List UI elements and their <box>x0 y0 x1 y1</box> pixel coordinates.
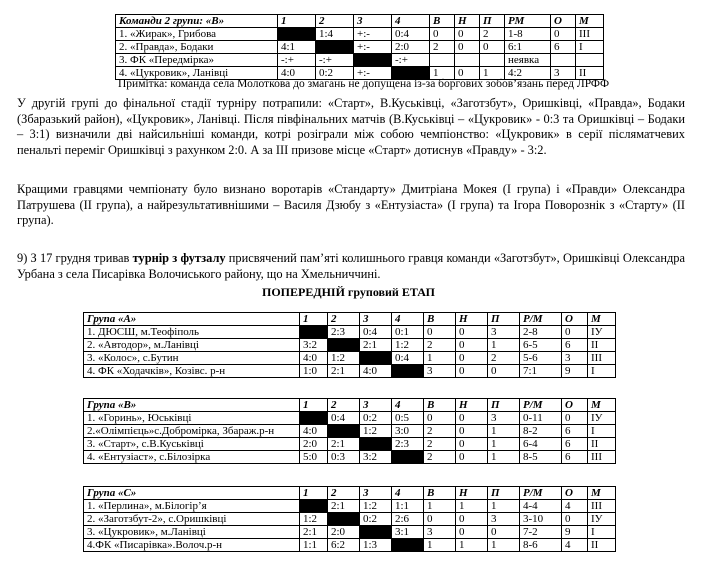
score-cell: ІУ <box>588 513 616 526</box>
paragraph-second-group <box>17 96 685 158</box>
self-match-cell <box>316 41 354 54</box>
header-cell: О <box>562 399 588 412</box>
score-cell: 0 <box>456 451 488 464</box>
score-cell: 3 <box>488 326 520 339</box>
stage-title: ПОПЕРЕДНІЙ груповий ЕТАП <box>262 285 435 299</box>
score-cell: 2-8 <box>520 326 562 339</box>
score-cell: 3 <box>551 67 576 80</box>
score-cell: 1 <box>488 339 520 352</box>
score-cell: 0 <box>488 526 520 539</box>
score-cell: 2:0 <box>328 526 360 539</box>
table-row <box>84 326 616 339</box>
header-cell: О <box>562 487 588 500</box>
self-match-cell <box>278 28 316 41</box>
score-cell: 6-5 <box>520 339 562 352</box>
team-cell: 1. «Горинь», Юськівці <box>84 412 300 425</box>
table-row <box>84 339 616 352</box>
self-match-cell <box>328 425 360 438</box>
score-cell: 4:0 <box>360 365 392 378</box>
score-cell: 2 <box>424 425 456 438</box>
score-cell: 1 <box>424 352 456 365</box>
team-cell: 3. «Колос», с.Бутин <box>84 352 300 365</box>
score-cell: 3-10 <box>520 513 562 526</box>
score-cell: 6:1 <box>505 41 551 54</box>
table-header-row <box>84 487 616 500</box>
header-cell: 4 <box>392 15 430 28</box>
score-cell: 0 <box>430 28 455 41</box>
score-cell: 6:2 <box>328 539 360 552</box>
score-cell: 7:1 <box>520 365 562 378</box>
score-cell: 0 <box>562 513 588 526</box>
score-cell: 1 <box>488 438 520 451</box>
header-cell: М <box>588 487 616 500</box>
header-cell: 2 <box>328 399 360 412</box>
score-cell: 0 <box>455 67 480 80</box>
header-cell: Р/М <box>520 399 562 412</box>
score-cell: 4 <box>562 500 588 513</box>
score-cell: 0 <box>551 28 576 41</box>
header-cell: Група «С» <box>84 487 300 500</box>
para-bold: турнір з футзалу <box>132 251 226 265</box>
header-cell: П <box>488 399 520 412</box>
score-cell <box>430 54 455 67</box>
score-cell: 1:3 <box>360 539 392 552</box>
score-cell: ІІ <box>588 339 616 352</box>
score-cell: 8-6 <box>520 539 562 552</box>
header-cell: Р/М <box>520 487 562 500</box>
table-row <box>84 412 616 425</box>
score-cell: 6 <box>562 425 588 438</box>
score-cell: 2:1 <box>328 438 360 451</box>
score-cell: 6 <box>562 438 588 451</box>
score-cell: 2:3 <box>392 438 424 451</box>
para-rest: присвячений пам’яті колишнього гравця команди «Заготзбут», Оришківці Олександра Урбана з села Писарівка Волочиського району, що на Хмельниччині. <box>17 251 685 281</box>
score-cell: 2 <box>424 451 456 464</box>
header-cell: П <box>488 313 520 326</box>
score-cell: 2 <box>430 41 455 54</box>
header-cell: 3 <box>354 15 392 28</box>
score-cell: 4:2 <box>505 67 551 80</box>
score-cell: 2 <box>424 438 456 451</box>
table-header-row <box>116 15 604 28</box>
score-cell: 4:0 <box>300 425 328 438</box>
score-cell: 4:1 <box>278 41 316 54</box>
score-cell: ІІ <box>588 539 616 552</box>
self-match-cell <box>360 352 392 365</box>
score-cell: 3 <box>488 513 520 526</box>
score-cell: 2 <box>488 352 520 365</box>
header-cell: Р/М <box>520 313 562 326</box>
header-cell: П <box>488 487 520 500</box>
header-cell: Н <box>456 399 488 412</box>
score-cell: 5-6 <box>520 352 562 365</box>
table-row <box>116 41 604 54</box>
team-cell: 3. ФК «Передмірка» <box>116 54 278 67</box>
score-cell: 1:1 <box>392 500 424 513</box>
score-cell: ІУ <box>588 412 616 425</box>
score-cell <box>576 54 604 67</box>
score-cell: 1:2 <box>360 425 392 438</box>
header-cell: 2 <box>328 487 360 500</box>
score-cell: ІІІ <box>576 28 604 41</box>
score-cell: +:- <box>354 67 392 80</box>
score-cell: 4-4 <box>520 500 562 513</box>
header-cell: М <box>576 15 604 28</box>
score-cell: 3 <box>488 412 520 425</box>
header-cell: П <box>480 15 505 28</box>
paragraph-text: У другій групі до фінальної стадії турніру потрапили: «Старт», В.Куськівці, «Заготзбут», Оришківці, «Правда», Бодаки (Збаразький район), «Цукровик», Ланівці. Після півфінальних матчів (В.Куськівці – «Цукровик» - 0:3 та Оришківці – Бодаки – 3:1) визначили дві найсильніші команди, котрі розіграли між собою чемпіонство: «Цукровик» в серії післяматчевих пенальті переміг Оришківці з рахунком 2:0. А за ІІІ призове місце «Старт» дотиснув «Правду» - 3:2. <box>17 96 685 157</box>
score-cell: 1:0 <box>300 365 328 378</box>
score-cell: 8-2 <box>520 425 562 438</box>
group-a-table <box>83 312 616 378</box>
team-cell: 2. «Заготзбут-2», с.Оришківці <box>84 513 300 526</box>
score-cell <box>480 54 505 67</box>
score-cell: 0 <box>456 526 488 539</box>
table-header-row <box>84 399 616 412</box>
self-match-cell <box>328 513 360 526</box>
header-cell: 3 <box>360 399 392 412</box>
score-cell: 3:2 <box>300 339 328 352</box>
header-cell: Команди 2 групи: «В» <box>116 15 278 28</box>
score-cell: 1:2 <box>360 500 392 513</box>
table-row <box>84 438 616 451</box>
score-cell: 4:0 <box>278 67 316 80</box>
self-match-cell <box>300 500 328 513</box>
self-match-cell <box>392 451 424 464</box>
header-cell: В <box>430 15 455 28</box>
group-b-table <box>83 398 616 464</box>
table-row <box>84 451 616 464</box>
header-cell: М <box>588 313 616 326</box>
self-match-cell <box>300 412 328 425</box>
header-cell: В <box>424 313 456 326</box>
score-cell: 8-5 <box>520 451 562 464</box>
paragraph-text <box>17 251 685 282</box>
score-cell: 2:1 <box>360 339 392 352</box>
header-cell: Н <box>456 313 488 326</box>
score-cell: 0 <box>456 339 488 352</box>
score-cell: ІІ <box>588 438 616 451</box>
team-cell: 4. «Цукровик», Ланівці <box>116 67 278 80</box>
score-cell: 1:2 <box>392 339 424 352</box>
self-match-cell <box>360 526 392 539</box>
score-cell: 0:1 <box>392 326 424 339</box>
table-row <box>116 28 604 41</box>
header-cell: Група «В» <box>84 399 300 412</box>
score-cell: І <box>588 365 616 378</box>
team-cell: 1. «Перлина», м.Білогір’я <box>84 500 300 513</box>
team-cell: 4.ФК «Писарівка».Волоч.р-н <box>84 539 300 552</box>
score-cell: 2:0 <box>392 41 430 54</box>
score-cell: ІІІ <box>588 451 616 464</box>
table-row <box>116 54 604 67</box>
score-cell: 1:2 <box>300 513 328 526</box>
paragraph-futsal-tournament <box>17 251 685 282</box>
score-cell: 0 <box>456 412 488 425</box>
score-cell: 0 <box>456 438 488 451</box>
header-cell: Н <box>455 15 480 28</box>
score-cell: ІІ <box>576 67 604 80</box>
header-cell: О <box>551 15 576 28</box>
group-b-results-table <box>115 14 604 80</box>
score-cell: 9 <box>562 526 588 539</box>
score-cell: 0 <box>455 28 480 41</box>
score-cell: 0 <box>424 412 456 425</box>
header-cell: 2 <box>328 313 360 326</box>
score-cell: +:- <box>354 28 392 41</box>
header-cell: 4 <box>392 487 424 500</box>
table-row <box>84 365 616 378</box>
score-cell: 0 <box>456 352 488 365</box>
score-cell: 0 <box>456 326 488 339</box>
table-row <box>84 425 616 438</box>
table-row <box>84 500 616 513</box>
score-cell: 0:2 <box>360 412 392 425</box>
score-cell: 1 <box>488 451 520 464</box>
header-cell: 1 <box>300 313 328 326</box>
score-cell: 1:4 <box>316 28 354 41</box>
score-cell: 6 <box>562 451 588 464</box>
score-cell: 3:1 <box>392 526 424 539</box>
table-header-row <box>84 313 616 326</box>
score-cell: 0 <box>424 326 456 339</box>
score-cell: 0:4 <box>392 352 424 365</box>
score-cell: 1-8 <box>505 28 551 41</box>
header-cell: 1 <box>300 399 328 412</box>
score-cell: +:- <box>354 41 392 54</box>
score-cell: 0 <box>455 41 480 54</box>
self-match-cell <box>360 438 392 451</box>
score-cell: 0:2 <box>360 513 392 526</box>
score-cell: 1:2 <box>328 352 360 365</box>
self-match-cell <box>392 365 424 378</box>
header-cell: РМ <box>505 15 551 28</box>
score-cell: 0:3 <box>328 451 360 464</box>
header-cell: 1 <box>300 487 328 500</box>
score-cell: І <box>588 425 616 438</box>
score-cell: ІІІ <box>588 500 616 513</box>
header-cell: 2 <box>316 15 354 28</box>
score-cell: 1 <box>424 500 456 513</box>
paragraph-best-players <box>17 182 685 229</box>
score-cell: 0:2 <box>316 67 354 80</box>
team-cell: 3. «Цукровик», м.Ланівці <box>84 526 300 539</box>
score-cell: 1 <box>480 67 505 80</box>
score-cell: неявка <box>505 54 551 67</box>
score-cell: 2:1 <box>328 365 360 378</box>
score-cell: 6 <box>562 339 588 352</box>
team-cell: 4. «Ентузіаст», с.Білозірка <box>84 451 300 464</box>
group-c-table <box>83 486 616 552</box>
header-cell: В <box>424 399 456 412</box>
score-cell: 3:2 <box>360 451 392 464</box>
score-cell: 3 <box>424 365 456 378</box>
score-cell: 0 <box>488 365 520 378</box>
self-match-cell <box>300 326 328 339</box>
score-cell: І <box>576 41 604 54</box>
self-match-cell <box>354 54 392 67</box>
table-row <box>84 539 616 552</box>
score-cell: 0:5 <box>392 412 424 425</box>
score-cell: 6-4 <box>520 438 562 451</box>
header-cell: В <box>424 487 456 500</box>
score-cell: -:+ <box>392 54 430 67</box>
table-row <box>84 352 616 365</box>
score-cell: 2:3 <box>328 326 360 339</box>
score-cell: 2 <box>424 339 456 352</box>
score-cell: І <box>588 526 616 539</box>
score-cell: 0 <box>456 513 488 526</box>
header-cell: Н <box>456 487 488 500</box>
score-cell: -:+ <box>316 54 354 67</box>
score-cell: 3 <box>562 352 588 365</box>
para-lead: 9) З 17 грудня тривав <box>17 251 133 265</box>
team-cell: 4. ФК «Ходачків», Козівс. р-н <box>84 365 300 378</box>
self-match-cell <box>328 339 360 352</box>
header-cell: О <box>562 313 588 326</box>
header-cell: Група «А» <box>84 313 300 326</box>
score-cell: 1 <box>488 425 520 438</box>
score-cell: 3 <box>424 526 456 539</box>
score-cell: 1 <box>456 500 488 513</box>
table-row <box>84 513 616 526</box>
score-cell <box>551 54 576 67</box>
score-cell: 3:0 <box>392 425 424 438</box>
score-cell: 0 <box>424 513 456 526</box>
score-cell: 4:0 <box>300 352 328 365</box>
score-cell: 0:4 <box>392 28 430 41</box>
team-cell: 1. «Жирак», Грибова <box>116 28 278 41</box>
score-cell: 0 <box>456 425 488 438</box>
score-cell: 7-2 <box>520 526 562 539</box>
header-cell: 3 <box>360 313 392 326</box>
score-cell: 9 <box>562 365 588 378</box>
score-cell: 5:0 <box>300 451 328 464</box>
score-cell: 4 <box>562 539 588 552</box>
score-cell: 6 <box>551 41 576 54</box>
team-cell: 2.«Олімпієць»с.Добромірка, Збараж.р-н <box>84 425 300 438</box>
paragraph-text: Кращими гравцями чемпіонату було визнано воротарів «Стандарту» Дмитріана Мокея (І група) і «Правди» Олександра Патрушева (ІІ група), а найрезультативнішими – Василя Дзюбу з «Ентузіаста» (І група) та Ігора Поворознік з «Старту» (ІІ група). <box>17 182 685 228</box>
score-cell: 2:1 <box>300 526 328 539</box>
score-cell <box>455 54 480 67</box>
score-cell: 2 <box>480 28 505 41</box>
table-row <box>84 526 616 539</box>
score-cell: 1 <box>488 539 520 552</box>
team-cell: 2. «Правда», Бодаки <box>116 41 278 54</box>
header-cell: 3 <box>360 487 392 500</box>
score-cell: 0 <box>562 326 588 339</box>
score-cell: 2:6 <box>392 513 424 526</box>
score-cell: 2:0 <box>300 438 328 451</box>
footnote: Примітка: команда села Молоткова до змагань не допущена із-за боргових зобов’язань перед ЛРФФ <box>118 78 610 90</box>
team-cell: 3. «Старт», с.В.Куськівці <box>84 438 300 451</box>
score-cell: 1 <box>424 539 456 552</box>
score-cell: 0 <box>480 41 505 54</box>
score-cell: 2:1 <box>328 500 360 513</box>
score-cell: -:+ <box>278 54 316 67</box>
score-cell: 0:4 <box>328 412 360 425</box>
header-cell: 4 <box>392 399 424 412</box>
header-cell: М <box>588 399 616 412</box>
score-cell: 0 <box>456 365 488 378</box>
score-cell: 0 <box>562 412 588 425</box>
score-cell: ІУ <box>588 326 616 339</box>
score-cell: 0:4 <box>360 326 392 339</box>
header-cell: 1 <box>278 15 316 28</box>
header-cell: 4 <box>392 313 424 326</box>
team-cell: 2. «Автодор», м.Ланівці <box>84 339 300 352</box>
score-cell: ІІІ <box>588 352 616 365</box>
score-cell: 1 <box>488 500 520 513</box>
score-cell: 0-11 <box>520 412 562 425</box>
score-cell: 1 <box>456 539 488 552</box>
team-cell: 1. ДЮСШ, м.Теофіполь <box>84 326 300 339</box>
score-cell: 1:1 <box>300 539 328 552</box>
self-match-cell <box>392 539 424 552</box>
score-cell: 1 <box>430 67 455 80</box>
